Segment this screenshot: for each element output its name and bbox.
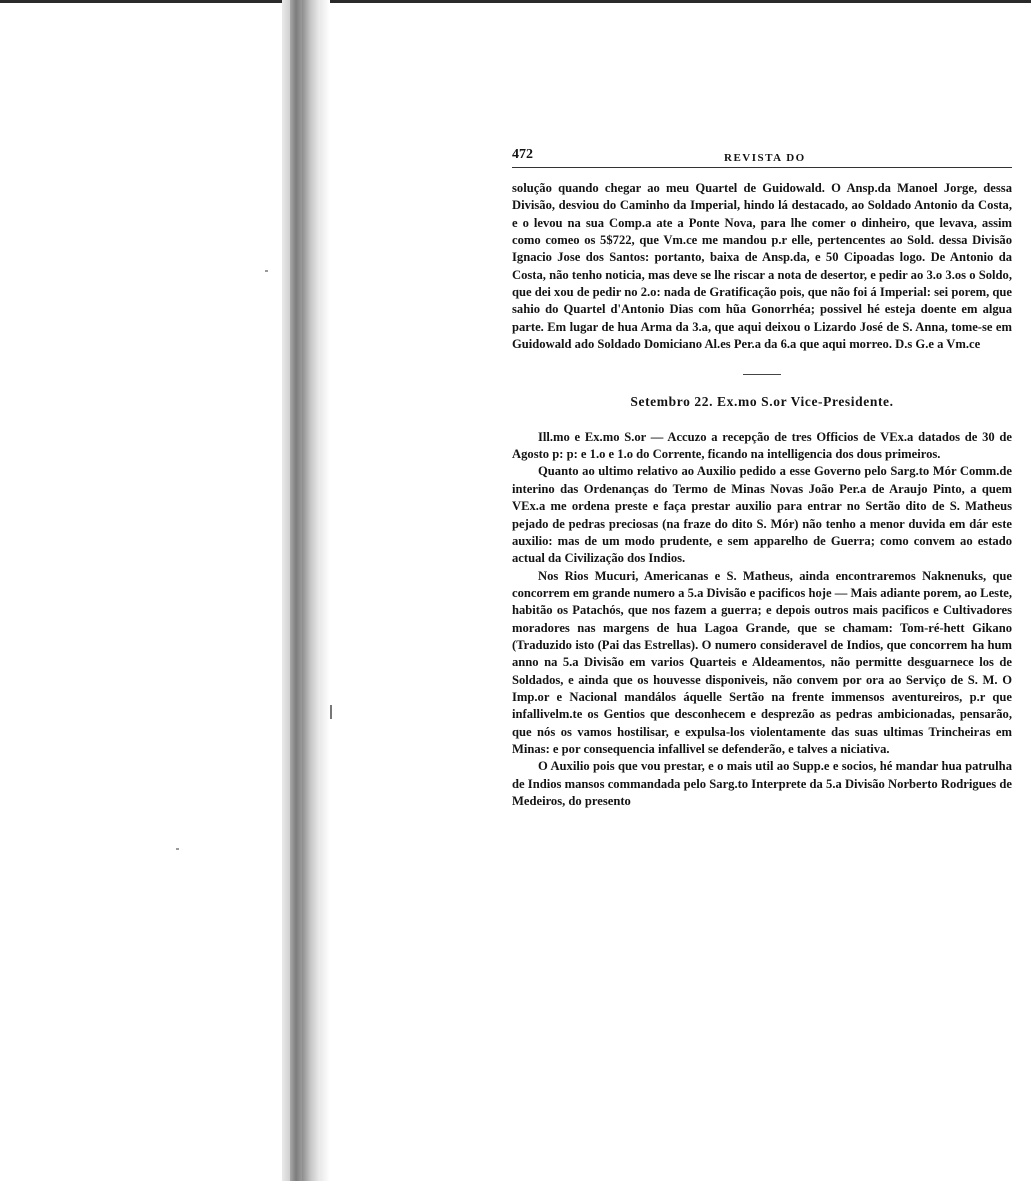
- paragraph: Quanto ao ultimo relativo ao Auxilio pedido a esse Governo pelo Sarg.to Mór Comm.de interino das Ordenanças do Termo de Minas Novas João Per.a de Araujo Pinto, a quem VEx.a me ordena preste e faça prestar auxilio para entrar no Sertão dito de S. Matheus pejado de pedras preciosas (na fraze do dito S. Mór) não tenho a menor duvida em dár este auxilio: mas de um modo prudente, e sem apparelho de Guerra; como convem ao estado actual da Civilização dos Indios.: [512, 464, 1012, 566]
- page-body: [512, 180, 1012, 810]
- paragraph: solução quando chegar ao meu Quartel de Guidowald. O Ansp.da Manoel Jorge, dessa Divisão, desviou do Caminho da Imperial, hindo lá destacado, ao Soldado Antonio da Costa, e o levou na sua Comp.a ate a Ponte Nova, para lhe comer o dinheiro, que levava, assim como comeo os 5$722, que Vm.ce me mandou p.r elle, pertencentes ao Sold. dessa Divisão Ignacio Jose dos Santos: portanto, baixa de Ansp.da, e 50 Cipoadas logo. De Antonio da Costa, não tenho noticia, mas deve se lhe riscar a nota de desertor, e pedir ao 3.o 3.os o Soldo, que dei xou de pedir no 2.o: nada de Gratificação pois, que não foi á Imperial: sei porem, que sahio do Quartel d'Antonio Dias com hũa Gonorrhéa; possivel hé esteja doente em algua parte. Em lugar de hua Arma da 3.a, que aqui deixou o Lizardo José de S. Anna, tome-se em Guidowald ado Soldado Domiciano Al.es Per.a da 6.a que aqui morreo. D.s G.e a Vm.ce: [512, 181, 1012, 352]
- scan-speck: [265, 270, 268, 272]
- book-gutter-shadow: [320, 0, 330, 1181]
- book-gutter-shadow: [290, 0, 302, 1181]
- section-heading: Setembro 22. Ex.mo S.or Vice-Presidente.: [630, 394, 894, 410]
- scan-speck: [330, 705, 332, 719]
- running-head: REVISTA DO: [724, 152, 806, 164]
- paragraph: Ill.mo e Ex.mo S.or — Accuzo a recepção de tres Officios de VEx.a datados de 30 de Agosto p: p: e 1.o e 1.o do Corrente, ficando na intelligencia dos dous primeiros.: [512, 429, 1012, 462]
- book-page: [512, 145, 1012, 810]
- book-gutter-shadow: [282, 0, 290, 1181]
- scan-speck: [176, 848, 179, 850]
- page-header: [512, 145, 1012, 168]
- scan-top-edge: [0, 0, 1031, 3]
- book-gutter-shadow: [302, 0, 320, 1181]
- page-number: 472: [512, 147, 533, 162]
- paragraph: O Auxilio pois que vou prestar, e o mais util ao Supp.e e socios, hé mandar hua patrulha de Indios mansos commandada pelo Sarg.to Interprete da 5.a Divisão Norberto Rodrigues de Medeiros, do presento: [512, 759, 1012, 808]
- section-divider: [743, 374, 781, 375]
- paragraph: Nos Rios Mucuri, Americanas e S. Matheus, ainda encontraremos Naknenuks, que concorrem em grande numero a 5.a Divisão e pacificos hoje — Mais adiante porem, ao Leste, habitão os Patachós, que nos fazem a guerra; e depois outros mais pacificos e Cultivadores moradores nas margens de hua Lagoa Grande, que se chamam: Tom-ré-hett Gikano (Traduzido isto (Pai das Estrellas). O numero consideravel de Indios, que concorrem ha hum anno na 5.a Divisão em varios Quarteis e Aldeamentos, não permitte desguarnece los de Soldados, e ainda que os houvesse disponiveis, não convem por ora ao Serviço de S. M. O Imp.or e Nacional mandálos áquelle Sertão na frente immensos aventureiros, p.r que infallivelm.te os Gentios que desconhecem e desprezão as pedras ambicionadas, pensarão, que nós os vamos hostilisar, e expulsa-los violentamente das suas ultimas Trincheiras em Minas: e por consequencia infallivel se defenderão, e talves a niciativa.: [512, 568, 1012, 756]
